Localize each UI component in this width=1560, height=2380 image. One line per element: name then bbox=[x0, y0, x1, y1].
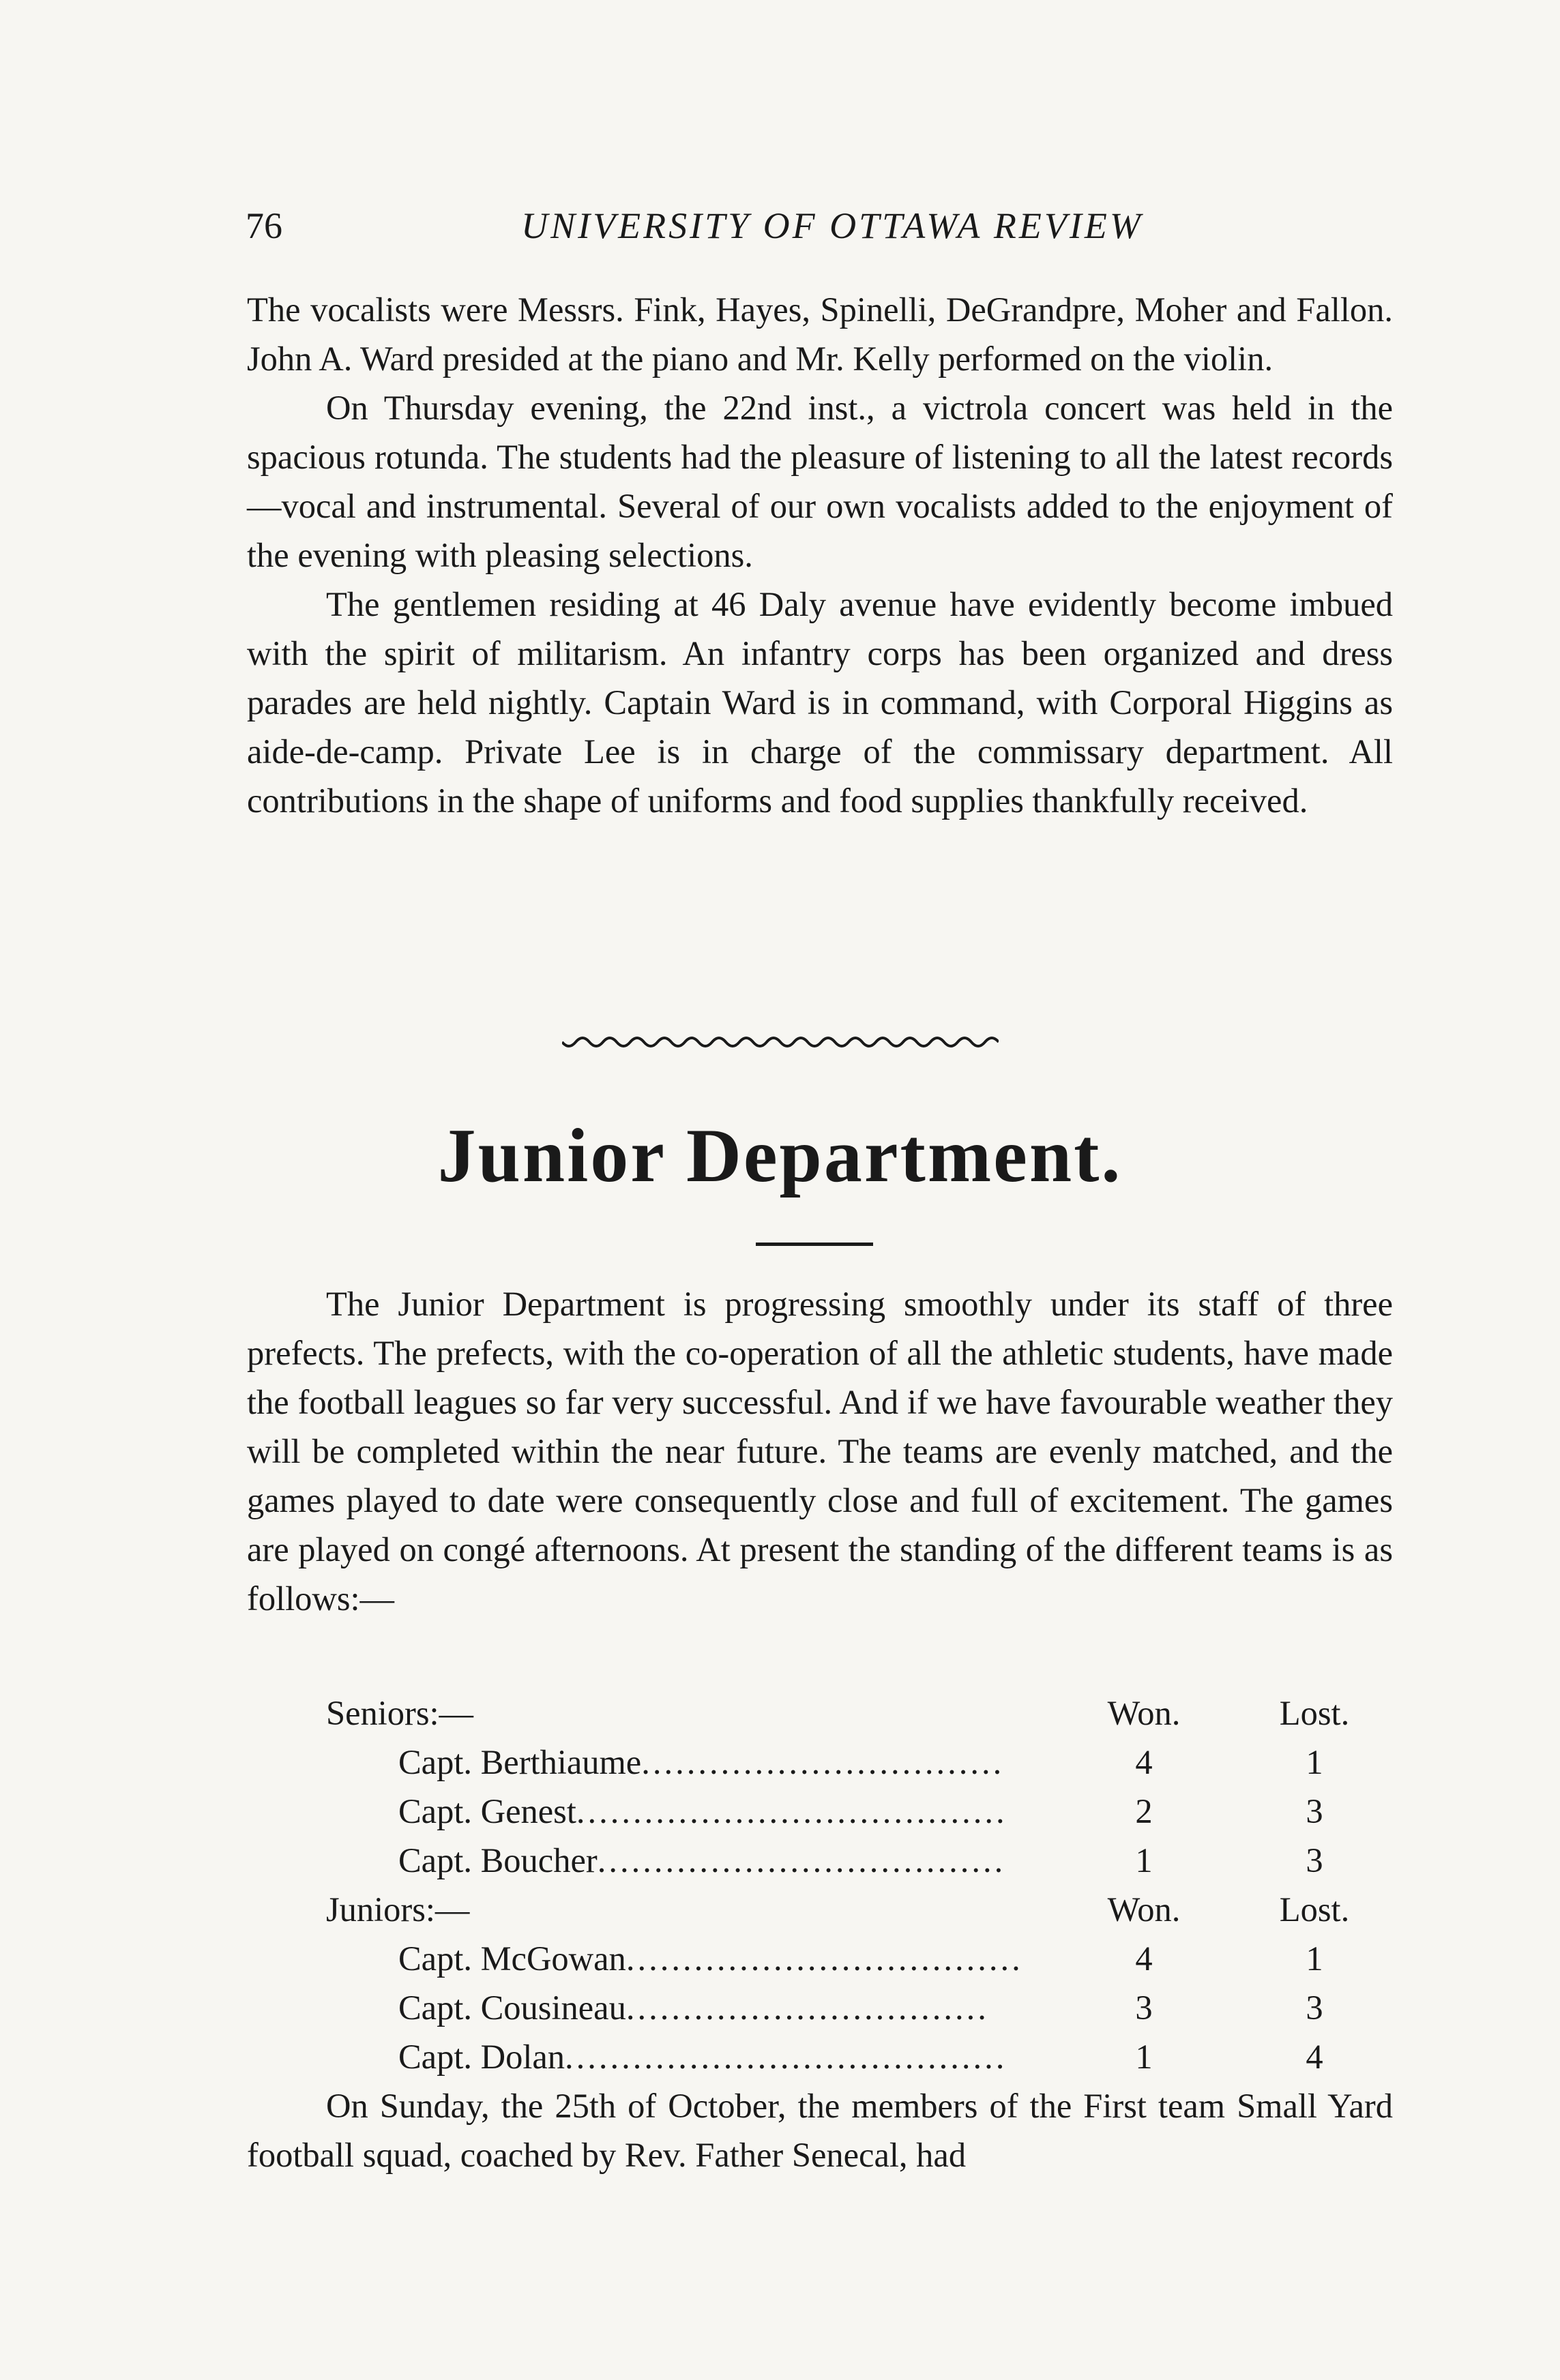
table-row bbox=[247, 1983, 1407, 2032]
table-row bbox=[247, 1934, 1407, 1983]
junior-text-block bbox=[247, 1279, 1393, 1623]
won-value: 4 bbox=[1135, 1743, 1153, 1781]
dot-leader: ....................................... bbox=[565, 2038, 1007, 2076]
wavy-ornament-divider bbox=[0, 1037, 1560, 1056]
table-row bbox=[247, 1738, 1407, 1787]
closing-text-block bbox=[247, 2081, 1393, 2180]
team-name bbox=[398, 1934, 1080, 1983]
lost-column-header: Lost. bbox=[1279, 1890, 1350, 1929]
team-captain: Capt. Cousineau bbox=[398, 1989, 626, 2027]
won-column-header: Won. bbox=[1107, 1890, 1181, 1929]
paragraph-vocalists: The vocalists were Messrs. Fink, Hayes, Spinelli, DeGrandpre, Moher and Fallon. John A. Ward presided at the piano and Mr. Kelly performed on the violin. bbox=[247, 291, 1393, 378]
team-name bbox=[398, 1983, 1080, 2032]
dot-leader: ................................ bbox=[641, 1743, 1005, 1781]
team-name bbox=[398, 1787, 1080, 1836]
lost-column-header: Lost. bbox=[1279, 1694, 1350, 1732]
lost-value: 3 bbox=[1306, 1792, 1323, 1830]
paragraph-junior-department: The Junior Department is progressing smoothly under its staff of three prefects. The prefects, with the co-operation of all the athletic students, have made the football leagues so far very successful. And if we have favourable weather they will be completed within the near future. The teams are evenly matched, and the games played to date were consequently close and full of excitement. The games are played on congé afternoons. At present the standing of the different teams is as follows:— bbox=[247, 1285, 1393, 1618]
team-captain: Capt. Boucher bbox=[398, 1841, 598, 1879]
seniors-header-row bbox=[247, 1689, 1407, 1738]
page-number: 76 bbox=[246, 205, 282, 246]
table-row bbox=[247, 2032, 1407, 2081]
team-name bbox=[398, 1836, 1080, 1885]
won-value: 1 bbox=[1135, 1841, 1153, 1879]
won-column-header: Won. bbox=[1107, 1694, 1181, 1732]
journal-title: UNIVERSITY OF OTTAWA REVIEW bbox=[521, 205, 1143, 246]
seniors-label: Seniors:— bbox=[326, 1694, 474, 1732]
lost-value: 3 bbox=[1306, 1841, 1323, 1879]
dot-leader: ...................................... bbox=[576, 1792, 1007, 1830]
top-text-block bbox=[247, 285, 1393, 825]
wavy-line-icon bbox=[562, 1037, 999, 1053]
team-name bbox=[398, 2032, 1080, 2081]
team-captain: Capt. Dolan bbox=[398, 2038, 565, 2076]
won-value: 3 bbox=[1135, 1989, 1153, 2027]
won-value: 1 bbox=[1135, 2038, 1153, 2076]
paragraph-sunday-football: On Sunday, the 25th of October, the members of the First team Small Yard football squad, coached by Rev. Father Senecal, had bbox=[247, 2087, 1393, 2174]
paragraph-daly-avenue: The gentlemen residing at 46 Daly avenue have evidently become imbued with the spirit of militarism. An infantry corps has been organized and dress parades are held nightly. Captain Ward is in command, with Corporal Higgins as aide-de-camp. Private Lee is in charge of the commissary department. All contributions in the shape of uniforms and food supplies thankfully received. bbox=[247, 585, 1393, 820]
lost-value: 1 bbox=[1306, 1939, 1323, 1978]
seniors-group bbox=[247, 1689, 1407, 1885]
section-heading: Junior Department. bbox=[437, 1114, 1123, 1198]
juniors-group bbox=[247, 1885, 1407, 2081]
lost-value: 4 bbox=[1306, 2038, 1323, 2076]
dot-leader: .................................... bbox=[597, 1841, 1006, 1879]
team-captain: Capt. Genest bbox=[398, 1792, 576, 1830]
lost-value: 1 bbox=[1306, 1743, 1323, 1781]
juniors-label: Juniors:— bbox=[326, 1890, 470, 1929]
table-row bbox=[247, 1836, 1407, 1885]
juniors-header-row bbox=[247, 1885, 1407, 1934]
heading-rule bbox=[756, 1243, 873, 1246]
won-value: 2 bbox=[1135, 1792, 1153, 1830]
won-value: 4 bbox=[1135, 1939, 1153, 1978]
dot-leader: ................................ bbox=[626, 1989, 989, 2027]
paragraph-victrola-concert: On Thursday evening, the 22nd inst., a victrola concert was held in the spacious rotunda. The students had the pleasure of listening to all the latest records—vocal and instrumental. Several of our own vocalists added to the enjoyment of the evening with pleasing selections. bbox=[247, 389, 1393, 574]
standings-table bbox=[247, 1689, 1407, 2081]
team-captain: Capt. McGowan bbox=[398, 1939, 626, 1978]
team-name bbox=[398, 1738, 1080, 1787]
team-captain: Capt. Berthiaume bbox=[398, 1743, 642, 1781]
running-head bbox=[246, 205, 1392, 252]
table-row bbox=[247, 1787, 1407, 1836]
dot-leader: ................................... bbox=[626, 1939, 1023, 1978]
lost-value: 3 bbox=[1306, 1989, 1323, 2027]
